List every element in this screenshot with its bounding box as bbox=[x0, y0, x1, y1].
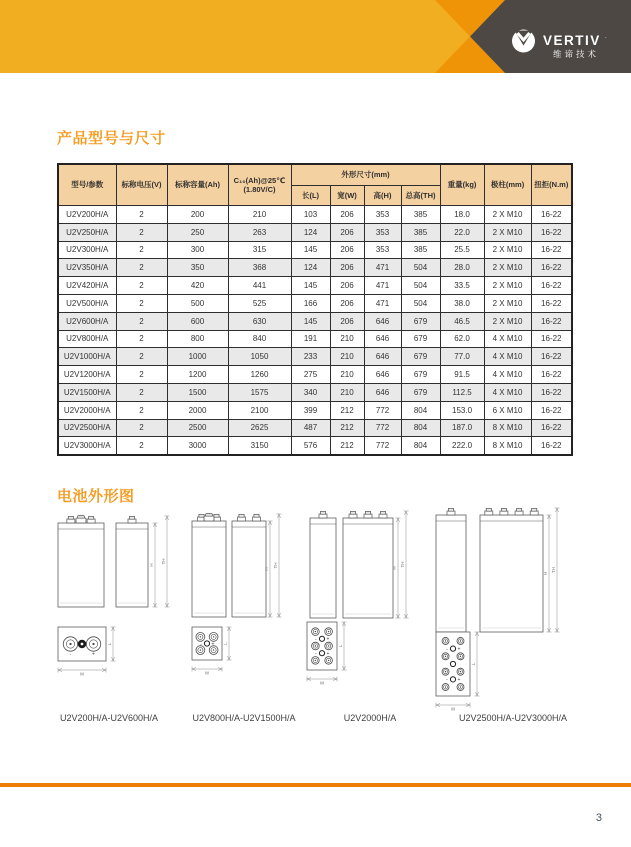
table-cell-terminal: 2 X M10 bbox=[484, 241, 531, 259]
col-header-width: 宽(W) bbox=[330, 185, 364, 206]
section-title-drawings: 电池外形图 bbox=[57, 488, 135, 505]
table-cell-th: 504 bbox=[401, 294, 440, 312]
table-row bbox=[58, 223, 572, 241]
drawing-caption: U2V2000H/A bbox=[343, 713, 397, 723]
col-header-torque: 扭拒(N.m) bbox=[531, 164, 572, 206]
table-cell-c10: 315 bbox=[228, 241, 291, 259]
table-cell-torque: 16-22 bbox=[531, 401, 572, 419]
table-cell-l: 166 bbox=[291, 294, 330, 312]
table-cell-capacity: 1200 bbox=[167, 366, 228, 384]
table-cell-h: 646 bbox=[364, 366, 401, 384]
table-cell-terminal: 2 X M10 bbox=[484, 206, 531, 224]
table-cell-l: 399 bbox=[291, 401, 330, 419]
table-cell-capacity: 1000 bbox=[167, 348, 228, 366]
table-cell-torque: 16-22 bbox=[531, 294, 572, 312]
brand-name: VERTIV bbox=[543, 33, 601, 48]
drawing-caption: U2V800H/A-U2V1500H/A bbox=[192, 713, 296, 723]
dimension-label: H bbox=[543, 571, 548, 576]
table-cell-torque: 16-22 bbox=[531, 259, 572, 277]
table-cell-h: 646 bbox=[364, 330, 401, 348]
table-cell-l: 233 bbox=[291, 348, 330, 366]
col-header-height: 高(H) bbox=[364, 185, 401, 206]
table-cell-l: 340 bbox=[291, 383, 330, 401]
table-cell-capacity: 800 bbox=[167, 330, 228, 348]
col-header-length: 长(L) bbox=[291, 185, 330, 206]
table-cell-th: 504 bbox=[401, 277, 440, 295]
table-cell-th: 385 bbox=[401, 241, 440, 259]
polarity-mark: + bbox=[326, 651, 330, 657]
table-cell-voltage: 2 bbox=[116, 330, 167, 348]
table-cell-terminal: 2 X M10 bbox=[484, 312, 531, 330]
table-cell-w: 210 bbox=[330, 366, 364, 384]
table-cell-w: 206 bbox=[330, 294, 364, 312]
table-cell-c10: 2100 bbox=[228, 401, 291, 419]
table-cell-voltage: 2 bbox=[116, 437, 167, 455]
table-cell-voltage: 2 bbox=[116, 401, 167, 419]
table-cell-th: 679 bbox=[401, 312, 440, 330]
table-cell-capacity: 300 bbox=[167, 241, 228, 259]
table-row bbox=[58, 419, 572, 437]
table-cell-th: 385 bbox=[401, 206, 440, 224]
table-row bbox=[58, 366, 572, 384]
table-cell-weight: 33.5 bbox=[440, 277, 484, 295]
table-cell-weight: 28.0 bbox=[440, 259, 484, 277]
polarity-mark: - bbox=[446, 677, 448, 684]
table-cell-voltage: 2 bbox=[116, 419, 167, 437]
table-cell-terminal: 4 X M10 bbox=[484, 383, 531, 401]
table-cell-voltage: 2 bbox=[116, 206, 167, 224]
table-cell-h: 646 bbox=[364, 383, 401, 401]
table-cell-weight: 38.0 bbox=[440, 294, 484, 312]
table-cell-model: U2V420H/A bbox=[58, 277, 116, 295]
footer-bar bbox=[0, 783, 631, 787]
table-cell-th: 679 bbox=[401, 330, 440, 348]
polarity-mark: - bbox=[200, 641, 202, 648]
table-row bbox=[58, 330, 572, 348]
col-header-dims-group: 外形尺寸(mm) bbox=[291, 164, 440, 185]
table-row bbox=[58, 259, 572, 277]
table-cell-w: 212 bbox=[330, 401, 364, 419]
table-cell-h: 772 bbox=[364, 401, 401, 419]
col-header-c10 bbox=[228, 164, 291, 206]
dimension-label: H bbox=[149, 563, 154, 567]
table-cell-w: 206 bbox=[330, 241, 364, 259]
table-cell-th: 679 bbox=[401, 348, 440, 366]
table-cell-th: 679 bbox=[401, 366, 440, 384]
header-banner bbox=[0, 0, 631, 73]
dimension-label: L bbox=[223, 642, 228, 645]
table-cell-torque: 16-22 bbox=[531, 277, 572, 295]
table-cell-weight: 91.5 bbox=[440, 366, 484, 384]
dimension-label: W bbox=[204, 670, 210, 676]
table-cell-torque: 16-22 bbox=[531, 437, 572, 455]
col-header-model: 型号/参数 bbox=[58, 164, 116, 206]
battery-outline-drawings bbox=[0, 505, 631, 740]
col-header-voltage: 标称电压(V) bbox=[116, 164, 167, 206]
dimension-label: TH bbox=[161, 558, 166, 565]
polarity-mark: + bbox=[457, 677, 461, 684]
table-cell-l: 275 bbox=[291, 366, 330, 384]
table-cell-h: 353 bbox=[364, 241, 401, 259]
table-cell-weight: 187.0 bbox=[440, 419, 484, 437]
table-cell-c10: 1575 bbox=[228, 383, 291, 401]
table-cell-terminal: 8 X M10 bbox=[484, 437, 531, 455]
table-cell-voltage: 2 bbox=[116, 277, 167, 295]
table-cell-w: 210 bbox=[330, 348, 364, 366]
polarity-mark: - bbox=[315, 651, 317, 657]
table-cell-torque: 16-22 bbox=[531, 383, 572, 401]
table-cell-model: U2V2500H/A bbox=[58, 419, 116, 437]
table-cell-torque: 16-22 bbox=[531, 223, 572, 241]
polarity-mark: + bbox=[457, 646, 461, 653]
table-cell-w: 212 bbox=[330, 437, 364, 455]
table-cell-h: 772 bbox=[364, 437, 401, 455]
table-cell-terminal: 6 X M10 bbox=[484, 401, 531, 419]
drawing-caption: U2V2500H/A-U2V3000H/A bbox=[458, 713, 568, 723]
polarity-mark: + bbox=[92, 651, 95, 658]
table-cell-weight: 46.5 bbox=[440, 312, 484, 330]
table-cell-w: 206 bbox=[330, 206, 364, 224]
table-cell-h: 646 bbox=[364, 348, 401, 366]
table-cell-voltage: 2 bbox=[116, 366, 167, 384]
table-cell-h: 646 bbox=[364, 312, 401, 330]
table-cell-terminal: 2 X M10 bbox=[484, 259, 531, 277]
table-row bbox=[58, 383, 572, 401]
table-cell-model: U2V250H/A bbox=[58, 223, 116, 241]
table-cell-torque: 16-22 bbox=[531, 241, 572, 259]
table-cell-model: U2V1500H/A bbox=[58, 383, 116, 401]
table-row bbox=[58, 437, 572, 455]
table-cell-l: 145 bbox=[291, 241, 330, 259]
table-cell-model: U2V2000H/A bbox=[58, 401, 116, 419]
table-cell-weight: 25.5 bbox=[440, 241, 484, 259]
table-cell-terminal: 2 X M10 bbox=[484, 294, 531, 312]
table-cell-capacity: 350 bbox=[167, 259, 228, 277]
table-cell-c10: 840 bbox=[228, 330, 291, 348]
table-cell-voltage: 2 bbox=[116, 383, 167, 401]
table-cell-l: 191 bbox=[291, 330, 330, 348]
table-cell-weight: 22.0 bbox=[440, 223, 484, 241]
page-number: 3 bbox=[595, 812, 602, 824]
table-cell-voltage: 2 bbox=[116, 241, 167, 259]
table-cell-c10: 630 bbox=[228, 312, 291, 330]
table-cell-weight: 222.0 bbox=[440, 437, 484, 455]
table-cell-torque: 16-22 bbox=[531, 348, 572, 366]
polarity-mark: + bbox=[326, 636, 330, 643]
table-cell-torque: 16-22 bbox=[531, 312, 572, 330]
table-row bbox=[58, 348, 572, 366]
table-cell-weight: 153.0 bbox=[440, 401, 484, 419]
table-cell-terminal: 2 X M10 bbox=[484, 277, 531, 295]
dimension-label: W bbox=[319, 680, 325, 686]
dimension-label: H bbox=[264, 567, 269, 571]
polarity-mark: + bbox=[211, 641, 215, 648]
col-header-capacity: 标称容量(Ah) bbox=[167, 164, 228, 206]
table-cell-capacity: 3000 bbox=[167, 437, 228, 455]
table-cell-c10: 263 bbox=[228, 223, 291, 241]
table-cell-voltage: 2 bbox=[116, 312, 167, 330]
table-cell-h: 353 bbox=[364, 223, 401, 241]
table-cell-w: 206 bbox=[330, 312, 364, 330]
banner-art bbox=[0, 0, 631, 73]
drawing-caption: U2V200H/A-U2V600H/A bbox=[59, 713, 159, 723]
table-cell-voltage: 2 bbox=[116, 348, 167, 366]
table-cell-terminal: 8 X M10 bbox=[484, 419, 531, 437]
dimension-label: L bbox=[107, 642, 112, 646]
table-cell-w: 206 bbox=[330, 277, 364, 295]
table-cell-capacity: 2000 bbox=[167, 401, 228, 419]
table-cell-th: 679 bbox=[401, 383, 440, 401]
table-cell-voltage: 2 bbox=[116, 259, 167, 277]
table-cell-w: 206 bbox=[330, 259, 364, 277]
polarity-mark: - bbox=[446, 646, 448, 653]
table-row bbox=[58, 312, 572, 330]
table-cell-capacity: 1500 bbox=[167, 383, 228, 401]
table-row bbox=[58, 294, 572, 312]
dimension-label: TH bbox=[400, 561, 405, 568]
c10-line2: (1.80V/C) bbox=[243, 185, 276, 194]
table-cell-l: 487 bbox=[291, 419, 330, 437]
table-cell-h: 471 bbox=[364, 259, 401, 277]
table-cell-c10: 1050 bbox=[228, 348, 291, 366]
table-cell-w: 206 bbox=[330, 223, 364, 241]
section-title-models: 产品型号与尺寸 bbox=[57, 130, 166, 147]
dimension-label: L bbox=[471, 662, 476, 666]
table-cell-capacity: 500 bbox=[167, 294, 228, 312]
table-cell-terminal: 4 X M10 bbox=[484, 348, 531, 366]
dimension-label: TH bbox=[551, 567, 556, 573]
table-cell-th: 504 bbox=[401, 259, 440, 277]
table-row bbox=[58, 277, 572, 295]
table-cell-capacity: 420 bbox=[167, 277, 228, 295]
table-cell-model: U2V800H/A bbox=[58, 330, 116, 348]
dimension-label: H bbox=[392, 566, 397, 570]
table-cell-torque: 16-22 bbox=[531, 206, 572, 224]
polarity-mark: - bbox=[315, 636, 317, 643]
table-cell-h: 353 bbox=[364, 206, 401, 224]
table-cell-c10: 2625 bbox=[228, 419, 291, 437]
table-cell-w: 212 bbox=[330, 419, 364, 437]
table-cell-h: 471 bbox=[364, 277, 401, 295]
table-row bbox=[58, 241, 572, 259]
table-cell-w: 210 bbox=[330, 330, 364, 348]
table-cell-l: 145 bbox=[291, 312, 330, 330]
vertiv-logo-icon bbox=[512, 30, 535, 53]
table-cell-weight: 18.0 bbox=[440, 206, 484, 224]
table-cell-c10: 441 bbox=[228, 277, 291, 295]
table-cell-th: 385 bbox=[401, 223, 440, 241]
table-cell-capacity: 200 bbox=[167, 206, 228, 224]
table-cell-model: U2V3000H/A bbox=[58, 437, 116, 455]
table-cell-model: U2V1200H/A bbox=[58, 366, 116, 384]
table-cell-model: U2V1000H/A bbox=[58, 348, 116, 366]
table-cell-model: U2V600H/A bbox=[58, 312, 116, 330]
brand-trademark-dot: . bbox=[605, 34, 607, 40]
table-cell-th: 804 bbox=[401, 419, 440, 437]
dimension-label: TH bbox=[273, 562, 278, 569]
spec-table bbox=[57, 163, 573, 456]
table-row bbox=[58, 401, 572, 419]
table-cell-c10: 525 bbox=[228, 294, 291, 312]
table-cell-voltage: 2 bbox=[116, 223, 167, 241]
table-cell-terminal: 2 X M10 bbox=[484, 223, 531, 241]
dimension-label: L bbox=[338, 644, 343, 648]
col-header-weight: 重量(kg) bbox=[440, 164, 484, 206]
table-cell-th: 804 bbox=[401, 437, 440, 455]
polarity-mark: - bbox=[69, 651, 72, 658]
table-cell-weight: 62.0 bbox=[440, 330, 484, 348]
col-header-terminal: 极柱(mm) bbox=[484, 164, 531, 206]
table-cell-terminal: 4 X M10 bbox=[484, 366, 531, 384]
table-cell-capacity: 250 bbox=[167, 223, 228, 241]
table-cell-l: 124 bbox=[291, 223, 330, 241]
table-cell-weight: 112.5 bbox=[440, 383, 484, 401]
table-cell-c10: 3150 bbox=[228, 437, 291, 455]
table-cell-c10: 368 bbox=[228, 259, 291, 277]
table-cell-torque: 16-22 bbox=[531, 330, 572, 348]
table-cell-terminal: 4 X M10 bbox=[484, 330, 531, 348]
table-cell-th: 804 bbox=[401, 401, 440, 419]
col-header-total-height: 总高(TH) bbox=[401, 185, 440, 206]
table-row bbox=[58, 206, 572, 224]
dimension-label: W bbox=[450, 706, 456, 712]
table-cell-model: U2V200H/A bbox=[58, 206, 116, 224]
table-cell-model: U2V500H/A bbox=[58, 294, 116, 312]
table-cell-l: 124 bbox=[291, 259, 330, 277]
table-cell-torque: 16-22 bbox=[531, 366, 572, 384]
table-cell-c10: 210 bbox=[228, 206, 291, 224]
brand-name-cn: 维谛技术 bbox=[552, 49, 600, 59]
table-cell-c10: 1260 bbox=[228, 366, 291, 384]
c10-line1: C₁₀(Ah)@25℃ bbox=[233, 175, 286, 185]
table-cell-l: 103 bbox=[291, 206, 330, 224]
dimension-label: W bbox=[79, 671, 85, 677]
table-cell-l: 145 bbox=[291, 277, 330, 295]
table-cell-h: 772 bbox=[364, 419, 401, 437]
table-cell-w: 210 bbox=[330, 383, 364, 401]
table-cell-capacity: 600 bbox=[167, 312, 228, 330]
table-cell-h: 471 bbox=[364, 294, 401, 312]
table-cell-model: U2V350H/A bbox=[58, 259, 116, 277]
table-cell-torque: 16-22 bbox=[531, 419, 572, 437]
table-cell-model: U2V300H/A bbox=[58, 241, 116, 259]
table-cell-voltage: 2 bbox=[116, 294, 167, 312]
table-cell-weight: 77.0 bbox=[440, 348, 484, 366]
table-cell-l: 576 bbox=[291, 437, 330, 455]
table-cell-capacity: 2500 bbox=[167, 419, 228, 437]
